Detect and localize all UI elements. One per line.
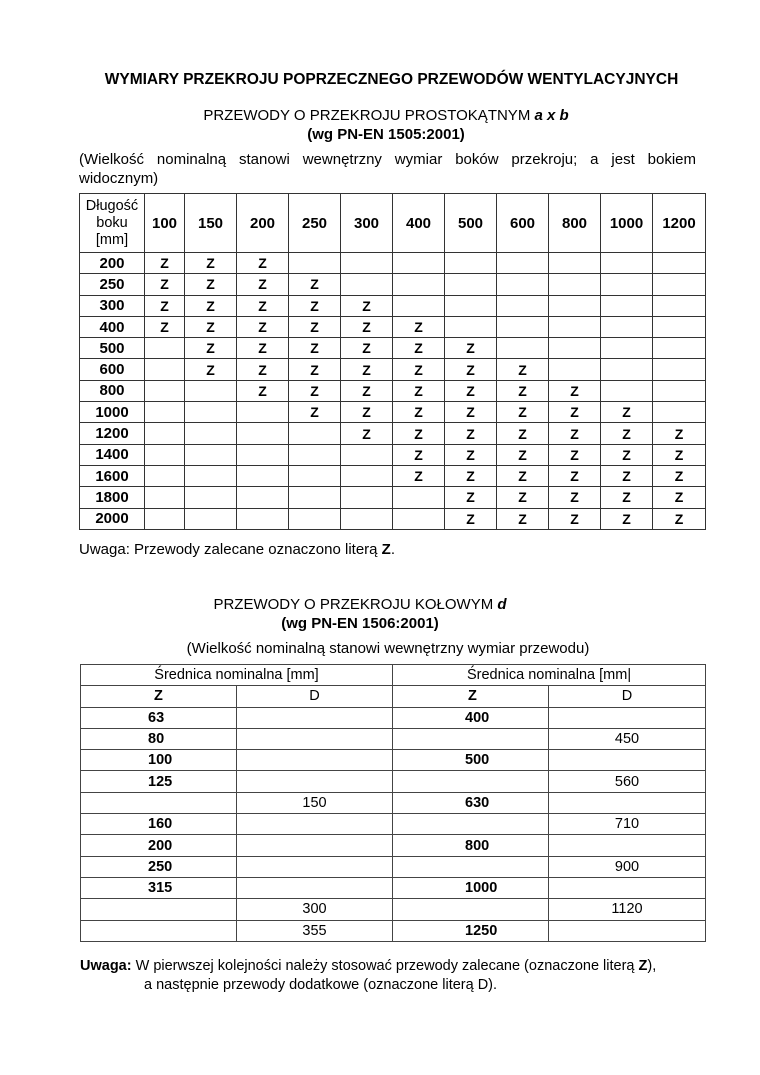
rectangular-note-text: Uwaga: Przewody zalecane oznaczono literą bbox=[79, 541, 382, 558]
table-cell bbox=[653, 402, 706, 423]
table-cell bbox=[237, 508, 289, 529]
circular-heading bbox=[0, 595, 720, 614]
d-size-cell bbox=[237, 707, 393, 728]
table-row bbox=[80, 487, 706, 508]
table-cell: Z bbox=[237, 338, 289, 359]
table-cell bbox=[549, 316, 601, 337]
table-cell bbox=[341, 487, 393, 508]
column-header: 150 bbox=[185, 194, 237, 253]
table-cell bbox=[601, 316, 653, 337]
table-cell bbox=[653, 295, 706, 316]
d-size-cell bbox=[549, 920, 706, 941]
row-label: 800 bbox=[80, 380, 145, 401]
table-cell: Z bbox=[497, 465, 549, 486]
z-size-cell: 125 bbox=[81, 771, 237, 792]
d-size-cell: 355 bbox=[237, 920, 393, 941]
table-cell: Z bbox=[497, 423, 549, 444]
table-cell bbox=[185, 423, 237, 444]
table-cell bbox=[145, 444, 185, 465]
table-cell bbox=[497, 253, 549, 274]
table-cell bbox=[601, 253, 653, 274]
table-cell bbox=[237, 444, 289, 465]
table-cell: Z bbox=[145, 274, 185, 295]
d-size-cell: 150 bbox=[237, 792, 393, 813]
column-header: 500 bbox=[445, 194, 497, 253]
table-cell bbox=[653, 380, 706, 401]
table-cell: Z bbox=[497, 359, 549, 380]
table-cell: Z bbox=[237, 316, 289, 337]
row-label: 1600 bbox=[80, 465, 145, 486]
row-label: 2000 bbox=[80, 508, 145, 529]
table-cell: Z bbox=[289, 338, 341, 359]
table-cell bbox=[341, 465, 393, 486]
d-size-cell bbox=[237, 771, 393, 792]
column-header: 1000 bbox=[601, 194, 653, 253]
table-cell bbox=[601, 274, 653, 295]
table-cell: Z bbox=[445, 423, 497, 444]
table-cell bbox=[237, 487, 289, 508]
table-header-row bbox=[80, 194, 706, 253]
d-size-cell bbox=[549, 707, 706, 728]
table-cell bbox=[237, 402, 289, 423]
circular-description: (Wielkość nominalną stanowi wewnętrzny wymiar przewodu) bbox=[186, 640, 590, 657]
d-size-cell bbox=[237, 750, 393, 771]
table-cell: Z bbox=[445, 444, 497, 465]
table-cell bbox=[289, 423, 341, 444]
table-cell bbox=[653, 359, 706, 380]
table-cell: Z bbox=[497, 402, 549, 423]
table-cell: Z bbox=[549, 487, 601, 508]
table-cell bbox=[393, 508, 445, 529]
d-size-cell bbox=[549, 877, 706, 898]
table-cell bbox=[145, 487, 185, 508]
table-cell bbox=[601, 338, 653, 359]
table-cell: Z bbox=[393, 444, 445, 465]
table-cell bbox=[497, 316, 549, 337]
circular-note bbox=[80, 957, 720, 995]
table-cell: Z bbox=[341, 359, 393, 380]
table-cell bbox=[497, 338, 549, 359]
table-cell: Z bbox=[497, 380, 549, 401]
table-cell bbox=[289, 444, 341, 465]
sub-header-z: Z bbox=[81, 686, 237, 707]
d-size-cell: 300 bbox=[237, 899, 393, 920]
table-cell bbox=[653, 338, 706, 359]
table-cell bbox=[289, 465, 341, 486]
d-size-cell bbox=[549, 835, 706, 856]
column-header: 100 bbox=[145, 194, 185, 253]
circular-heading-text: PRZEWODY O PRZEKROJU KOŁOWYM bbox=[213, 596, 498, 613]
table-cell: Z bbox=[497, 444, 549, 465]
table-row bbox=[80, 402, 706, 423]
rectangular-note-suffix: . bbox=[390, 541, 396, 558]
row-label: 1000 bbox=[80, 402, 145, 423]
table-cell bbox=[145, 508, 185, 529]
table-row bbox=[80, 380, 706, 401]
circular-heading-symbol: d bbox=[497, 596, 507, 613]
table-row bbox=[81, 877, 706, 898]
table-cell bbox=[445, 316, 497, 337]
table-row bbox=[80, 316, 706, 337]
table-cell: Z bbox=[341, 402, 393, 423]
d-size-cell bbox=[237, 728, 393, 749]
table-row bbox=[81, 707, 706, 728]
table-cell: Z bbox=[549, 465, 601, 486]
d-size-cell bbox=[237, 814, 393, 835]
table-cell: Z bbox=[393, 316, 445, 337]
row-label: 1800 bbox=[80, 487, 145, 508]
table-cell: Z bbox=[341, 295, 393, 316]
table-row bbox=[80, 508, 706, 529]
table-cell bbox=[445, 295, 497, 316]
sub-header-z: Z bbox=[393, 686, 549, 707]
table-cell bbox=[601, 359, 653, 380]
rectangular-description: (Wielkość nominalną stanowi wewnętrzny wymiar boków przekroju; a jest bokiem widocznym) bbox=[79, 151, 696, 187]
table-cell: Z bbox=[601, 423, 653, 444]
table-cell: Z bbox=[653, 487, 706, 508]
z-size-cell: 500 bbox=[393, 750, 549, 771]
table-cell: Z bbox=[393, 402, 445, 423]
table-cell: Z bbox=[549, 423, 601, 444]
table-cell: Z bbox=[601, 444, 653, 465]
circular-note-text: W pierwszej kolejności należy stosować przewody zalecane (oznaczone literą bbox=[131, 958, 639, 974]
table-row bbox=[80, 253, 706, 274]
table-cell: Z bbox=[185, 253, 237, 274]
column-header: 1200 bbox=[653, 194, 706, 253]
circular-standard: (wg PN-EN 1506:2001) bbox=[281, 615, 439, 632]
table-cell: Z bbox=[653, 465, 706, 486]
table-cell: Z bbox=[289, 402, 341, 423]
table-cell: Z bbox=[185, 338, 237, 359]
sub-header-row bbox=[81, 686, 706, 707]
z-size-cell: 100 bbox=[81, 750, 237, 771]
row-label: 1200 bbox=[80, 423, 145, 444]
group-header-row bbox=[81, 665, 706, 686]
table-cell bbox=[549, 253, 601, 274]
table-cell: Z bbox=[653, 508, 706, 529]
row-label: 400 bbox=[80, 316, 145, 337]
table-cell bbox=[497, 274, 549, 295]
table-cell bbox=[393, 274, 445, 295]
row-label: 300 bbox=[80, 295, 145, 316]
z-size-cell: 800 bbox=[393, 835, 549, 856]
d-size-cell: 710 bbox=[549, 814, 706, 835]
table-cell: Z bbox=[289, 316, 341, 337]
table-row bbox=[80, 338, 706, 359]
table-cell bbox=[145, 338, 185, 359]
group-header-right: Średnica nominalna [mm| bbox=[393, 665, 706, 686]
corner-header-line: Długość bbox=[85, 197, 139, 214]
z-size-cell bbox=[393, 814, 549, 835]
d-size-cell bbox=[237, 835, 393, 856]
z-size-cell bbox=[393, 728, 549, 749]
table-cell bbox=[289, 487, 341, 508]
table-cell: Z bbox=[185, 359, 237, 380]
z-size-cell bbox=[81, 792, 237, 813]
z-size-cell bbox=[81, 920, 237, 941]
table-row bbox=[81, 728, 706, 749]
table-cell: Z bbox=[393, 423, 445, 444]
d-size-cell: 1120 bbox=[549, 899, 706, 920]
table-cell bbox=[393, 487, 445, 508]
table-cell bbox=[289, 253, 341, 274]
rectangular-sizes-table bbox=[79, 193, 706, 530]
table-row bbox=[81, 920, 706, 941]
table-cell: Z bbox=[185, 295, 237, 316]
table-cell bbox=[601, 380, 653, 401]
z-size-cell: 1250 bbox=[393, 920, 549, 941]
table-row bbox=[81, 835, 706, 856]
table-cell: Z bbox=[549, 380, 601, 401]
table-cell bbox=[185, 465, 237, 486]
table-cell bbox=[145, 380, 185, 401]
column-header: 300 bbox=[341, 194, 393, 253]
table-cell bbox=[393, 295, 445, 316]
circular-note-letter: Z bbox=[638, 958, 648, 974]
table-cell: Z bbox=[549, 402, 601, 423]
table-cell: Z bbox=[145, 253, 185, 274]
column-header: 600 bbox=[497, 194, 549, 253]
column-header: 200 bbox=[237, 194, 289, 253]
table-row bbox=[81, 856, 706, 877]
table-cell: Z bbox=[341, 338, 393, 359]
table-cell bbox=[341, 444, 393, 465]
rectangular-heading-text: PRZEWODY O PRZEKROJU PROSTOKĄTNYM bbox=[203, 107, 535, 124]
table-cell: Z bbox=[289, 274, 341, 295]
table-cell: Z bbox=[497, 487, 549, 508]
table-cell bbox=[145, 359, 185, 380]
d-size-cell bbox=[237, 877, 393, 898]
table-cell: Z bbox=[601, 487, 653, 508]
table-cell: Z bbox=[601, 508, 653, 529]
table-cell bbox=[289, 508, 341, 529]
table-row bbox=[81, 899, 706, 920]
table-row bbox=[80, 359, 706, 380]
table-cell: Z bbox=[601, 465, 653, 486]
rectangular-standard: (wg PN-EN 1505:2001) bbox=[307, 126, 465, 143]
table-cell bbox=[185, 487, 237, 508]
z-size-cell: 160 bbox=[81, 814, 237, 835]
table-cell bbox=[341, 253, 393, 274]
row-label: 600 bbox=[80, 359, 145, 380]
table-row bbox=[81, 771, 706, 792]
column-header: 800 bbox=[549, 194, 601, 253]
z-size-cell: 400 bbox=[393, 707, 549, 728]
table-row bbox=[80, 465, 706, 486]
corner-header-line: boku bbox=[96, 214, 128, 231]
circular-note-line2: a następnie przewody dodatkowe (oznaczone literą D). bbox=[144, 977, 498, 993]
table-cell: Z bbox=[445, 338, 497, 359]
table-cell: Z bbox=[237, 295, 289, 316]
group-header-left: Średnica nominalna [mm] bbox=[81, 665, 393, 686]
table-cell bbox=[341, 274, 393, 295]
d-size-cell bbox=[549, 792, 706, 813]
table-cell bbox=[445, 274, 497, 295]
table-cell: Z bbox=[445, 402, 497, 423]
z-size-cell: 200 bbox=[81, 835, 237, 856]
table-cell bbox=[145, 402, 185, 423]
table-cell: Z bbox=[237, 380, 289, 401]
table-cell: Z bbox=[393, 380, 445, 401]
circular-note-label: Uwaga: bbox=[80, 958, 132, 974]
table-cell: Z bbox=[445, 465, 497, 486]
table-row bbox=[80, 444, 706, 465]
table-cell bbox=[185, 402, 237, 423]
z-size-cell bbox=[393, 771, 549, 792]
table-cell: Z bbox=[445, 508, 497, 529]
table-cell: Z bbox=[185, 274, 237, 295]
table-cell: Z bbox=[145, 316, 185, 337]
table-row bbox=[80, 274, 706, 295]
table-cell: Z bbox=[393, 359, 445, 380]
d-size-cell: 450 bbox=[549, 728, 706, 749]
z-size-cell: 63 bbox=[81, 707, 237, 728]
table-cell bbox=[145, 423, 185, 444]
rectangular-heading-symbol: a x b bbox=[534, 107, 569, 124]
table-cell: Z bbox=[497, 508, 549, 529]
row-label: 1400 bbox=[80, 444, 145, 465]
table-cell bbox=[185, 380, 237, 401]
table-cell bbox=[185, 508, 237, 529]
z-size-cell bbox=[81, 899, 237, 920]
table-cell bbox=[601, 295, 653, 316]
table-row bbox=[81, 792, 706, 813]
table-cell: Z bbox=[289, 380, 341, 401]
table-cell: Z bbox=[289, 359, 341, 380]
table-cell: Z bbox=[237, 253, 289, 274]
table-cell: Z bbox=[289, 295, 341, 316]
table-cell bbox=[497, 295, 549, 316]
corner-header-line: [mm] bbox=[95, 231, 129, 248]
row-label: 500 bbox=[80, 338, 145, 359]
table-cell: Z bbox=[237, 359, 289, 380]
table-cell bbox=[237, 423, 289, 444]
row-label: 250 bbox=[80, 274, 145, 295]
table-row bbox=[81, 814, 706, 835]
z-size-cell: 250 bbox=[81, 856, 237, 877]
table-cell bbox=[145, 465, 185, 486]
table-cell: Z bbox=[145, 295, 185, 316]
z-size-cell: 315 bbox=[81, 877, 237, 898]
table-cell: Z bbox=[341, 423, 393, 444]
z-size-cell: 80 bbox=[81, 728, 237, 749]
d-size-cell: 900 bbox=[549, 856, 706, 877]
z-size-cell bbox=[393, 856, 549, 877]
table-cell: Z bbox=[237, 274, 289, 295]
table-cell: Z bbox=[549, 444, 601, 465]
table-cell: Z bbox=[445, 487, 497, 508]
d-size-cell bbox=[549, 750, 706, 771]
table-row bbox=[80, 295, 706, 316]
z-size-cell bbox=[393, 899, 549, 920]
d-size-cell: 560 bbox=[549, 771, 706, 792]
table-cell: Z bbox=[341, 316, 393, 337]
table-cell: Z bbox=[185, 316, 237, 337]
z-size-cell: 1000 bbox=[393, 877, 549, 898]
corner-header bbox=[80, 194, 145, 253]
table-cell bbox=[393, 253, 445, 274]
table-cell bbox=[549, 295, 601, 316]
column-header: 250 bbox=[289, 194, 341, 253]
z-size-cell: 630 bbox=[393, 792, 549, 813]
table-cell bbox=[653, 253, 706, 274]
sub-header-d: D bbox=[549, 686, 706, 707]
circular-note-text-end: ), bbox=[647, 958, 657, 974]
row-label: 200 bbox=[80, 253, 145, 274]
table-cell bbox=[185, 444, 237, 465]
table-cell: Z bbox=[341, 380, 393, 401]
table-cell: Z bbox=[445, 380, 497, 401]
table-row bbox=[81, 750, 706, 771]
rectangular-heading bbox=[0, 106, 760, 125]
table-cell: Z bbox=[445, 359, 497, 380]
table-row bbox=[80, 423, 706, 444]
table-cell: Z bbox=[549, 508, 601, 529]
table-cell bbox=[445, 253, 497, 274]
table-cell: Z bbox=[653, 423, 706, 444]
table-cell bbox=[549, 274, 601, 295]
table-cell: Z bbox=[653, 444, 706, 465]
rectangular-note-letter: Z bbox=[381, 541, 391, 558]
circular-sizes-table bbox=[80, 664, 706, 942]
sub-header-d: D bbox=[237, 686, 393, 707]
column-header: 400 bbox=[393, 194, 445, 253]
table-cell: Z bbox=[393, 338, 445, 359]
table-cell bbox=[549, 359, 601, 380]
table-cell bbox=[549, 338, 601, 359]
rectangular-note bbox=[79, 541, 395, 558]
document-title: WYMIARY PRZEKROJU POPRZECZNEGO PRZEWODÓW WENTYLACYJNYCH bbox=[104, 71, 679, 88]
table-cell bbox=[341, 508, 393, 529]
table-cell bbox=[237, 465, 289, 486]
d-size-cell bbox=[237, 856, 393, 877]
table-cell: Z bbox=[601, 402, 653, 423]
table-cell: Z bbox=[393, 465, 445, 486]
table-cell bbox=[653, 316, 706, 337]
table-cell bbox=[653, 274, 706, 295]
